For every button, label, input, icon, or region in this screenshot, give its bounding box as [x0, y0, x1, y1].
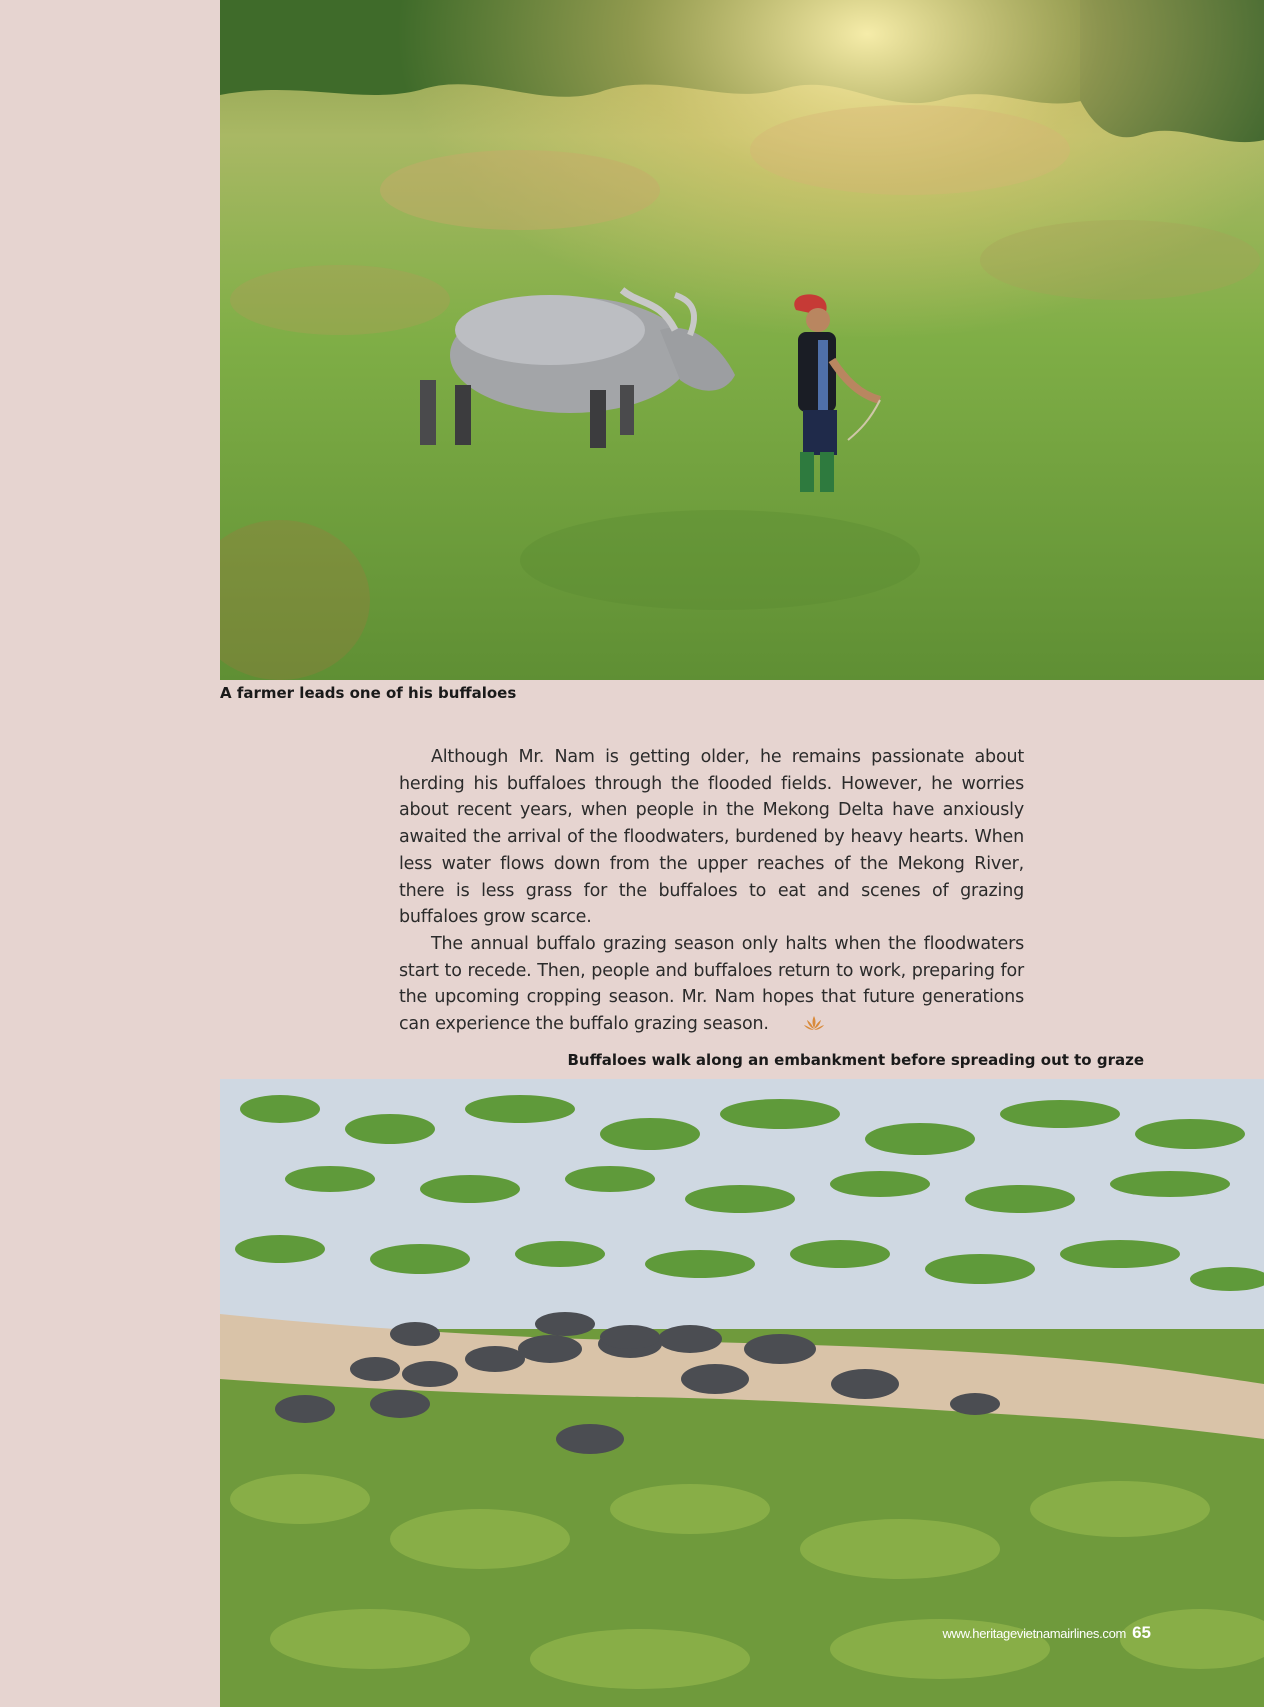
page-footer — [942, 1623, 1151, 1643]
article-paragraph — [399, 931, 1024, 1040]
article-paragraph-text: The annual buffalo grazing season only halts when the floodwaters start to recede. Then, people and buffaloes return to work, preparing for the upcoming cropping season. Mr. Nam hopes that future generations can experience the buffalo grazing season. — [399, 933, 1024, 1035]
article-paragraph-text: Although Mr. Nam is getting older, he remains passionate about herding his buffaloes through the flooded fields. However, he worries about recent years, when people in the Mekong Delta have anxiously awaited the arrival of the floodwaters, burdened by heavy hearts. When less water flows down from the upper reaches of the Mekong River, there is less grass for the buffaloes to eat and scenes of grazing buffaloes grow scarce. — [399, 747, 1024, 928]
lotus-icon — [771, 1013, 825, 1040]
photo-caption-top: A farmer leads one of his buffaloes — [220, 684, 517, 702]
photo-buffaloes-aerial-image — [220, 1079, 1264, 1707]
website-link[interactable]: www.heritagevietnamairlines.com — [942, 1626, 1127, 1641]
article-body — [399, 744, 1024, 1040]
photo-farmer-and-buffalo-image — [220, 0, 1264, 680]
article-paragraph — [399, 744, 1024, 931]
photo-farmer-and-buffalo — [220, 0, 1264, 680]
photo-caption-bottom: Buffaloes walk along an embankment before spreading out to graze — [567, 1051, 1144, 1069]
photo-buffaloes-aerial — [220, 1079, 1264, 1707]
page-number: 65 — [1132, 1623, 1151, 1642]
